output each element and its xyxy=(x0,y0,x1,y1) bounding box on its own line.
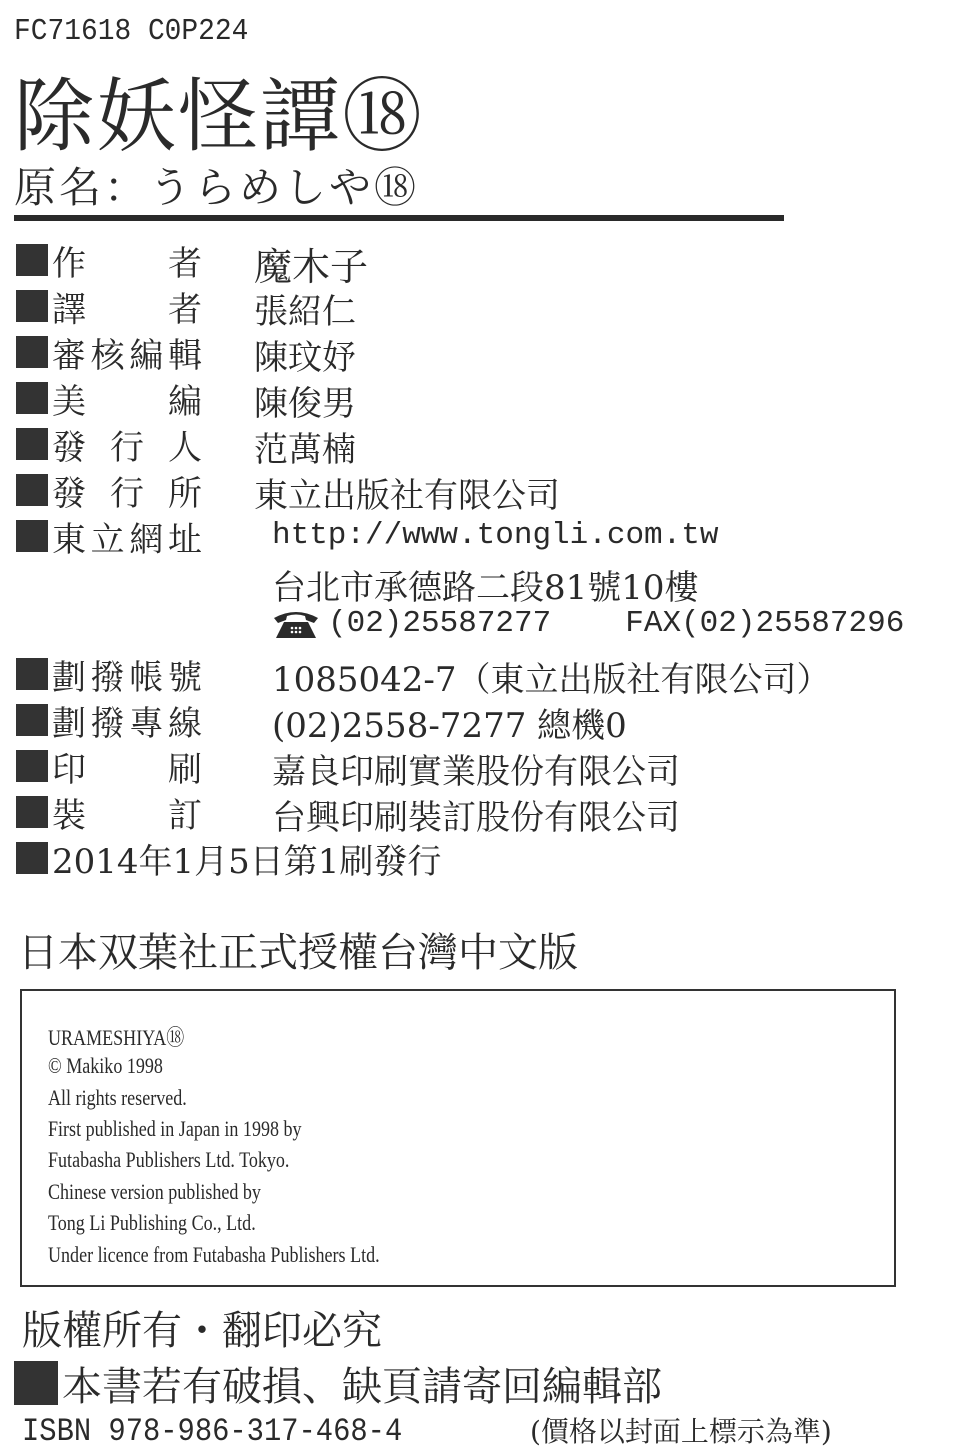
fax-number: FAX(02)25587296 xyxy=(625,606,905,641)
credit-row-postal-hotline xyxy=(16,698,202,742)
credit-label: 發 行 所 xyxy=(52,473,202,514)
copyright-line: Under licence from Futabasha Publishers Ltd. xyxy=(48,1242,380,1267)
price-note: (價格以封面上標示為準) xyxy=(530,1415,832,1448)
credit-value-postal-account: 1085042-7（東立出版社有限公司） xyxy=(272,660,831,700)
credit-value-author: 魔木子 xyxy=(254,245,369,289)
copyright-line: Chinese version published by xyxy=(48,1179,261,1204)
copyright-line: First published in Japan in 1998 by xyxy=(48,1116,302,1141)
copyright-line: Tong Li Publishing Co., Ltd. xyxy=(48,1210,256,1235)
rights-reserved: 版權所有・翻印必究 xyxy=(22,1308,382,1354)
bullet-square-icon xyxy=(16,842,48,874)
print-date-row xyxy=(16,836,441,880)
credit-label: 劃 撥 帳 號 xyxy=(52,657,202,698)
bullet-square-icon xyxy=(16,428,48,460)
contact-line xyxy=(272,606,904,641)
copyright-line: URAMESHIYA⑱ xyxy=(48,1025,185,1050)
bullet-square-icon xyxy=(16,658,48,690)
bullet-square-icon xyxy=(16,382,48,414)
credit-label: 印 刷 xyxy=(52,749,202,790)
credit-row-translator xyxy=(16,284,202,328)
book-title: 除妖怪譚⑱ xyxy=(14,70,424,163)
credit-row-printing xyxy=(16,744,202,788)
title-divider xyxy=(14,215,784,221)
credit-label: 發 行 人 xyxy=(52,427,202,468)
product-code: FC71618 C0P224 xyxy=(14,14,249,49)
credit-value-binding: 台興印刷裝訂股份有限公司 xyxy=(272,798,680,838)
bullet-square-icon xyxy=(16,704,48,736)
license-statement: 日本双葉社正式授權台灣中文版 xyxy=(18,930,578,976)
credit-value-printing: 嘉良印刷實業股份有限公司 xyxy=(272,752,680,792)
credit-label: 劃 撥 專 線 xyxy=(52,703,202,744)
credit-value-translator: 張紹仁 xyxy=(254,292,356,332)
credit-label: 作 者 xyxy=(52,243,202,284)
website-link[interactable]: http://www.tongli.com.tw xyxy=(272,518,719,553)
credit-label: 東 立 網 址 xyxy=(52,519,202,560)
bullet-square-icon xyxy=(16,290,48,322)
bullet-square-icon xyxy=(16,520,48,552)
credit-row-author xyxy=(16,238,202,282)
credit-row-publishing-house xyxy=(16,468,202,512)
credit-value-postal-hotline: (02)2558-7277 總機0 xyxy=(272,706,627,746)
credit-row-review-editor xyxy=(16,330,202,374)
copyright-line: All rights reserved. xyxy=(48,1085,187,1110)
bullet-square-icon xyxy=(16,244,48,276)
credit-row-website xyxy=(16,514,202,558)
credit-value-publishing-house: 東立出版社有限公司 xyxy=(254,476,560,516)
credit-value-review-editor: 陳玟妤 xyxy=(254,338,356,378)
bullet-square-icon xyxy=(16,750,48,782)
bullet-square-icon xyxy=(16,336,48,368)
credit-label: 美 編 xyxy=(52,381,202,422)
bullet-square-icon xyxy=(16,796,48,828)
credit-label: 審 核 編 輯 xyxy=(52,335,202,376)
copyright-line: Futabasha Publishers Ltd. Tokyo. xyxy=(48,1147,290,1172)
original-title: 原名：うらめしや⑱ xyxy=(14,163,420,212)
isbn: ISBN 978-986-317-468-4 xyxy=(22,1413,403,1450)
damage-notice: 本書若有破損、缺頁請寄回編輯部 xyxy=(62,1363,662,1410)
phone-number: (02)25587277 xyxy=(328,606,552,641)
credit-label: 譯 者 xyxy=(52,289,202,330)
bullet-square-icon xyxy=(14,1361,58,1405)
bullet-square-icon xyxy=(16,474,48,506)
address: 台北市承德路二段81號10樓 xyxy=(272,568,699,608)
credit-label: 裝 訂 xyxy=(52,795,202,836)
credit-row-publisher xyxy=(16,422,202,466)
print-date: 2014年1月5日第1刷發行 xyxy=(52,841,442,882)
isbn-row xyxy=(22,1412,832,1452)
credit-row-art-editor xyxy=(16,376,202,420)
credit-value-publisher: 范萬楠 xyxy=(254,430,356,470)
damage-notice-row xyxy=(14,1357,662,1409)
credit-row-postal-account xyxy=(16,652,202,696)
copyright-line: © Makiko 1998 xyxy=(48,1053,163,1078)
credit-row-binding xyxy=(16,790,202,834)
credit-value-art-editor: 陳俊男 xyxy=(254,384,356,424)
copyright-box xyxy=(20,989,896,1287)
telephone-icon xyxy=(272,608,320,640)
